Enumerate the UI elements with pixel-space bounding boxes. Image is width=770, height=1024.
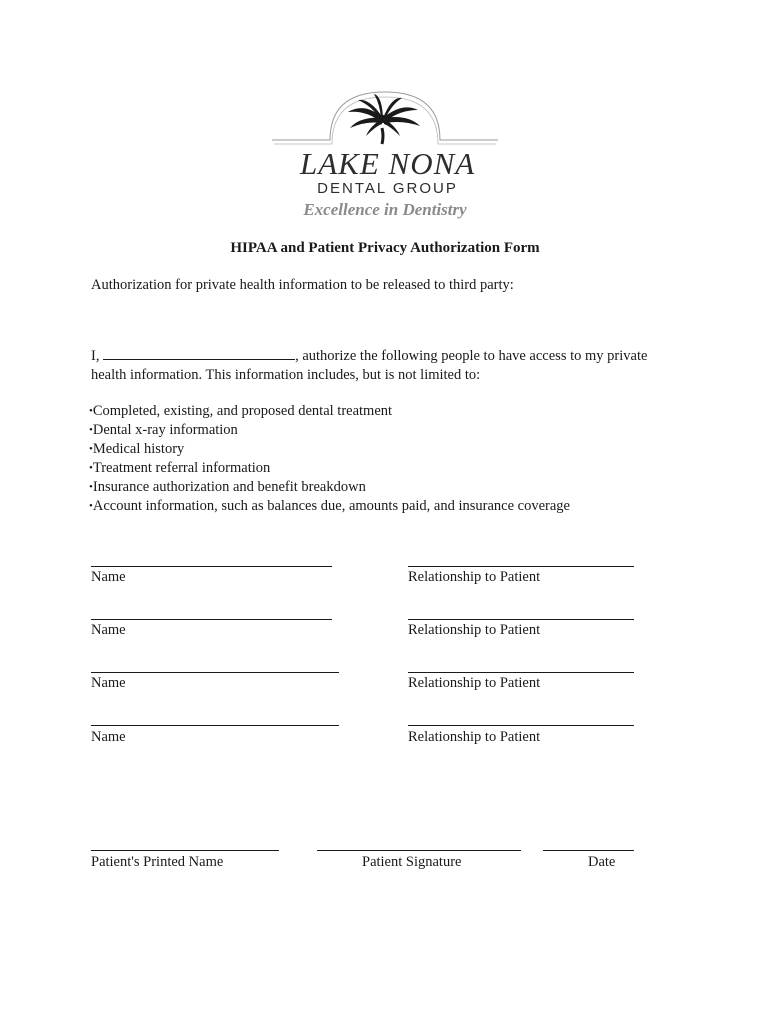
list-item: •Completed, existing, and proposed dental treatment [89, 403, 393, 419]
printed-name-label: Patient's Printed Name [91, 854, 224, 870]
signature-label: Patient Signature [362, 854, 462, 870]
printed-name-field[interactable] [91, 850, 279, 851]
list-item: •Treatment referral information [89, 460, 271, 476]
bullet-icon: • [89, 443, 93, 455]
authorization-statement-line2: health information. This information includes, but is not limited to: [91, 367, 481, 383]
logo-subname: DENTAL GROUP [317, 180, 458, 197]
logo-tagline: Excellence in Dentistry [303, 200, 467, 219]
bullet-icon: • [89, 424, 93, 436]
lake-nona-logo [270, 88, 500, 228]
relationship-field[interactable] [408, 619, 634, 620]
authorization-statement [91, 347, 647, 366]
name-label: Name [91, 675, 126, 691]
auth-prefix: I, [91, 348, 100, 364]
date-field[interactable] [543, 850, 634, 851]
authorized-name-field[interactable] [91, 725, 339, 726]
relationship-label: Relationship to Patient [408, 729, 541, 745]
relationship-label: Relationship to Patient [408, 569, 541, 585]
list-item: •Medical history [89, 441, 185, 457]
patient-name-blank[interactable] [103, 347, 295, 360]
relationship-label: Relationship to Patient [408, 675, 541, 691]
authorized-name-field[interactable] [91, 619, 332, 620]
relationship-field[interactable] [408, 566, 634, 567]
authorized-name-field[interactable] [91, 566, 332, 567]
date-label: Date [588, 854, 616, 870]
bullet-icon: • [89, 405, 93, 417]
auth-suffix: , authorize the following people to have access to my private [295, 348, 648, 364]
name-label: Name [91, 729, 126, 745]
relationship-field[interactable] [408, 725, 634, 726]
bullet-icon: • [89, 481, 93, 493]
list-item: •Account information, such as balances due, amounts paid, and insurance coverage [89, 498, 570, 514]
authorized-name-field[interactable] [91, 672, 339, 673]
logo-name: LAKE NONA [300, 146, 476, 181]
bullet-icon: • [89, 462, 93, 474]
relationship-field[interactable] [408, 672, 634, 673]
intro-text: Authorization for private health information to be released to third party: [91, 277, 514, 293]
list-item: •Dental x-ray information [89, 422, 238, 438]
name-label: Name [91, 569, 126, 585]
list-item: •Insurance authorization and benefit breakdown [89, 479, 366, 495]
included-information-list [89, 402, 570, 516]
name-label: Name [91, 622, 126, 638]
relationship-label: Relationship to Patient [408, 622, 541, 638]
signature-field[interactable] [317, 850, 521, 851]
form-title: HIPAA and Patient Privacy Authorization Form [230, 240, 540, 256]
bullet-icon: • [89, 500, 93, 512]
